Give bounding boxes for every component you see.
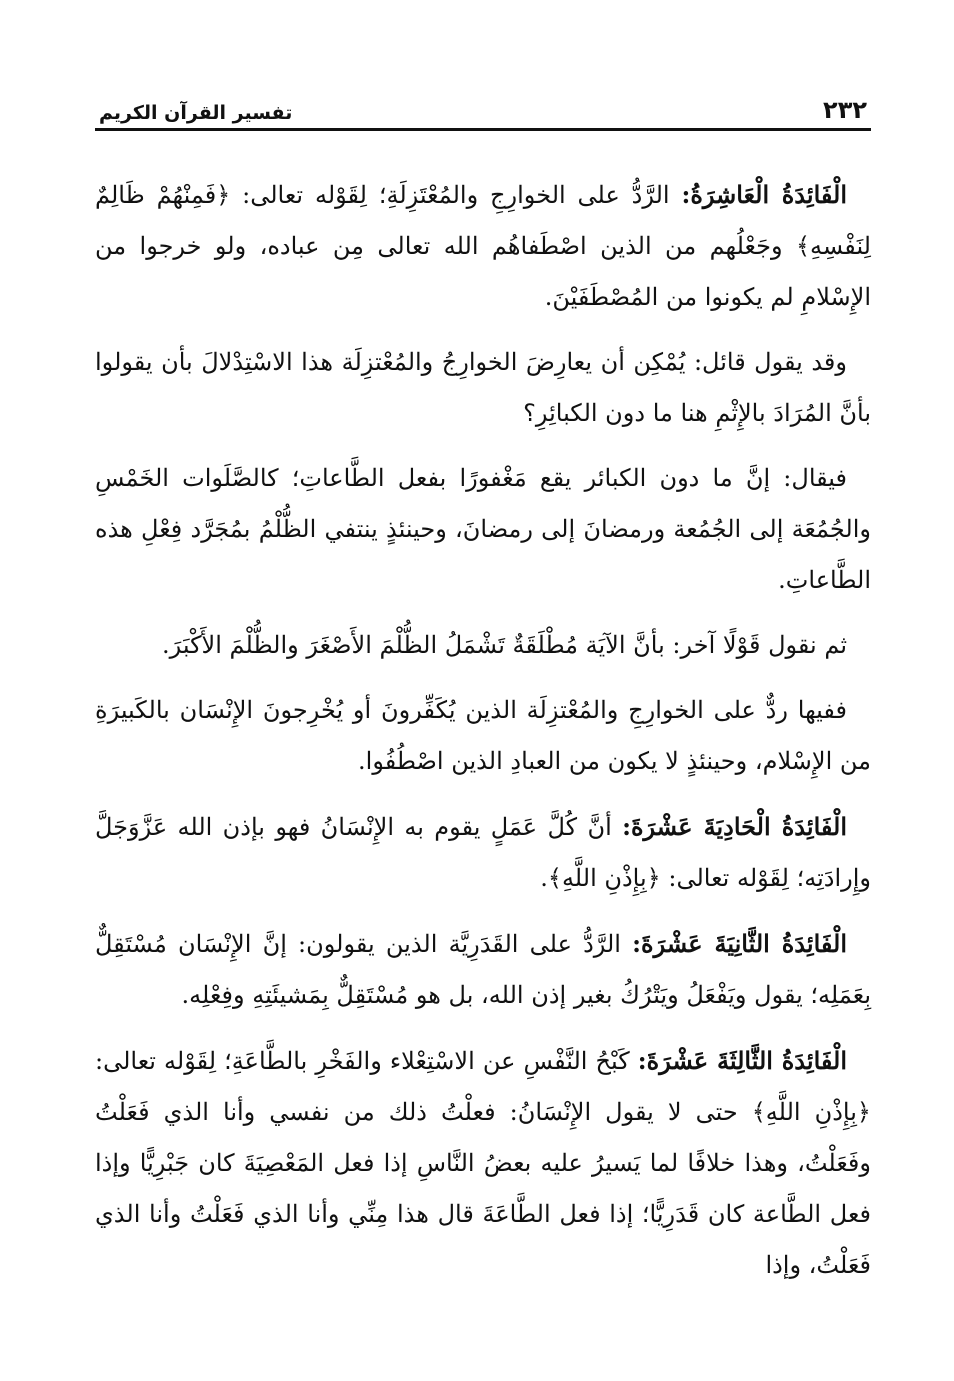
paragraph-conclusion — [95, 685, 871, 787]
benefit-heading: الْفَائِدَةُ الْحَادِيَةَ عَشْرَةَ: — [622, 812, 847, 841]
paragraph-benefit-13 — [95, 1035, 871, 1291]
paragraph-answer — [95, 453, 871, 606]
paragraph-text: ففيها ردٌّ على الخوارِجِ والمُعْتزِلَة الذين يُكَفِّرونَ أو يُخْرِجونَ الإِنْسَان بالكَبيرَةِ من الإِسْلام، وحينئذٍ لا يكون من العبادِ الذين اصْطُفُوا. — [95, 696, 871, 775]
paragraph-text: الرَّدُّ على الخوارِجِ والمُعْتَزِلَةِ؛ لِقَوْله تعالى: ﴿فَمِنْهُمْ ظَالِمٌ لِنَفْسِهِ﴾ وجَعْلُهم من الذين اصْطَفاهُم الله تعالى مِن عباده، ولو خرجوا من الإِسْلامِ لم يكونوا من المُصْطَفَيْنَ. — [95, 181, 871, 311]
running-header — [95, 95, 871, 131]
paragraph-text: أنَّ كُلَّ عَمَلٍ يقوم به الإِنْسَانُ فهو بإذن الله عَزَّوَجَلَّ وإِرادَتِه؛ لِقَوْله تعالى: ﴿بِإِذْنِ اللَّهِ﴾. — [95, 813, 871, 892]
paragraph-benefit-12 — [95, 918, 871, 1021]
paragraph-text: الرَّدُّ على القَدَرِيَّة الذين يقولون: إنَّ الإِنْسَان مُسْتَقِلٌّ بِعَمَلِه؛ يقول ويَفْعَلُ ويَتْرُكُ بغير إذن الله، بل هو مُسْتَقِلٌّ بِمَشيئَتِهِ وفِعْلِه. — [95, 930, 871, 1009]
page-number: ٢٣٢ — [823, 96, 867, 124]
paragraph-objection — [95, 337, 871, 439]
paragraph-text: فيقال: إنَّ ما دون الكبائر يقع مَغْفورًا بفعل الطَّاعاتِ؛ كالصَّلَوات الخَمْسِ والجُمُعَة إلى الجُمُعة ورمضانَ إلى رمضانَ، وحينئذٍ ينتفي الظُّلْمُ بمُجَرَّد فِعْلِ هذه الطَّاعاتِ. — [95, 464, 871, 594]
book-page — [95, 95, 871, 1305]
benefit-heading: الْفَائِدَةُ الْعَاشِرَةُ: — [681, 180, 848, 209]
paragraph-text: كَبْحُ النَّفْسِ عن الاسْتِعْلاء والفَخْرِ بالطَّاعَةِ؛ لِقَوْله تعالى: ﴿بِإِذْنِ اللَّهِ﴾ حتى لا يقول الإِنْسَانُ: فعلْتُ ذلك من نفسي وأنا الذي فَعَلْتُ وفَعَلْتُ، وهذا خلافًا لما يَسيرُ عليه بعضُ النَّاسِ إذا فعل المَعْصِيَةَ كان جَبْرِيًّا وإذا فعل الطَّاعة كان قَدَرِيًّا؛ إذا فعل الطَّاعَةَ قال هذا مِنِّي وأنا الذي فَعَلْتُ وأنا الذي فَعَلْتُ، وإذا — [95, 1047, 872, 1279]
benefit-heading: الْفَائِدَةُ الثَّالِثَةَ عَشْرَةَ: — [637, 1046, 848, 1075]
paragraph-benefit-10 — [95, 169, 871, 323]
body-text — [95, 169, 871, 1291]
paragraph-second-answer — [95, 620, 871, 671]
paragraph-benefit-11 — [95, 801, 871, 904]
benefit-heading: الْفَائِدَةُ الثَّانِيَةَ عَشْرَةَ: — [632, 929, 848, 958]
book-title: تفسير القرآن الكريم — [99, 102, 293, 124]
paragraph-text: ثم نقول قَوْلًا آخر: بأنَّ الآيَة مُطْلَقَةٌ تَشْمَلُ الظُّلْمَ الأَصْغَرَ والظُّلْمَ الأَكْبَرَ. — [162, 631, 847, 659]
paragraph-text: وقد يقول قائل: يُمْكِن أن يعارِضَ الخوارِجُ والمُعْتزِلَة هذا الاسْتِدْلالَ بأن يقولوا بأنَّ المُرَادَ بالإِثْمِ هنا ما دون الكبائِرِ؟ — [95, 348, 871, 427]
